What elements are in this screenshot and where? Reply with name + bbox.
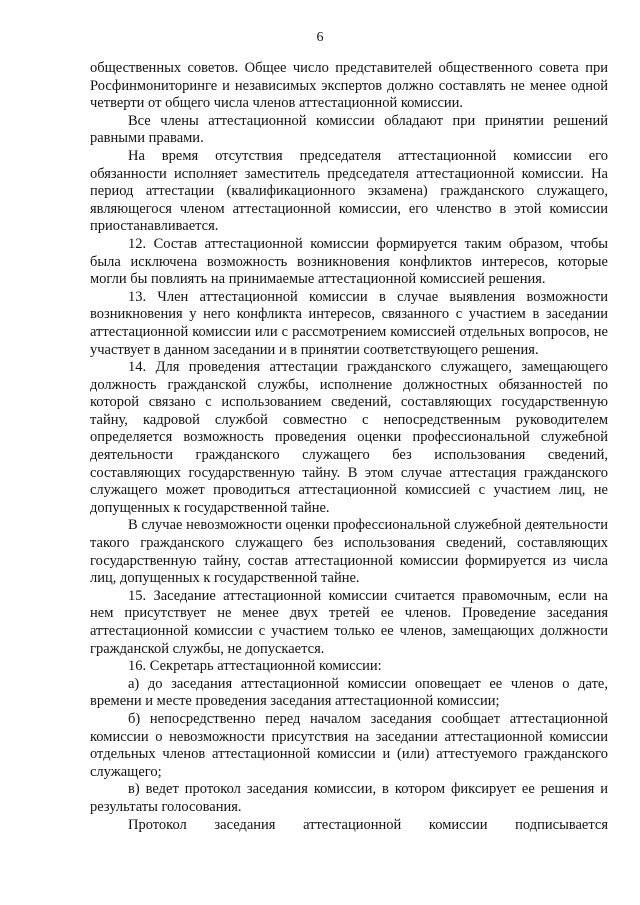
page-number: 6 [316,30,324,45]
paragraph: 14. Для проведения аттестации гражданского служащего, замещающего должность гражданской службы, исполнение должностных обязанностей по которой связано с использованием сведений, составляющих государственную тайну, кадровой службой совместно с непосредственным руководителем определяется возможность проведения оценки профессиональной служебной деятельности гражданского служащего без использования сведений, составляющих государственную тайну. В этом случае аттестация гражданского служащего может проводиться аттестационной комиссией с участием лиц, не допущенных к государственной тайне. [90,359,608,516]
paragraph: в) ведет протокол заседания комиссии, в котором фиксирует ее решения и результаты голосования. [90,781,608,815]
document-body [90,60,608,834]
paragraph: 12. Состав аттестационной комиссии формируется таким образом, чтобы была исключена возможность возникновения конфликтов интересов, которые могли бы повлиять на принимаемые аттестационной комиссией решения. [90,235,608,288]
paragraph: 16. Секретарь аттестационной комиссии: [128,658,382,675]
paragraph: Все члены аттестационной комиссии обладают при принятии решений равными правами. [90,112,608,147]
paragraph: общественных советов. Общее число представителей общественного совета при Росфинмониторинге и независимых экспертов должно составлять не менее одной четверти от общего числа членов аттестационной комиссии. [90,60,608,112]
paragraph: а) до заседания аттестационной комиссии оповещает ее членов о дате, времени и месте проведения заседания аттестационной комиссии; [90,675,608,710]
paragraph: Протокол заседания аттестационной комиссии подписывается [128,816,608,833]
paragraph: В случае невозможности оценки профессиональной служебной деятельности такого гражданского служащего без использования сведений, составляющих государственную тайну, состав аттестационной комиссии формируется из числа лиц, допущенных к государственной тайне. [90,517,608,587]
paragraph: На время отсутствия председателя аттестационной комиссии его обязанности исполняет заместитель председателя аттестационной комиссии. На период аттестации (квалификационного экзамена) гражданского служащего, являющегося членом аттестационной комиссии, его членство в этой комиссии приостанавливается. [90,147,608,235]
paragraph: 13. Член аттестационной комиссии в случае выявления возможности возникновения у него конфликта интересов, связанного с участием в заседании аттестационной комиссии или с рассмотрением комиссией отдельных вопросов, не участвует в данном заседании и в принятии соответствующего решения. [90,288,608,358]
paragraph: б) непосредственно перед началом заседания сообщает аттестационной комиссии о невозможности присутствия на заседании аттестационной комиссии отдельных членов аттестационной комиссии и (или) аттестуемого гражданского служащего; [90,710,608,780]
paragraph: 15. Заседание аттестационной комиссии считается правомочным, если на нем присутствует не менее двух третей ее членов. Проведение заседания аттестационной комиссии с участием только ее членов, замещающих должности гражданской службы, не допускается. [90,587,608,657]
